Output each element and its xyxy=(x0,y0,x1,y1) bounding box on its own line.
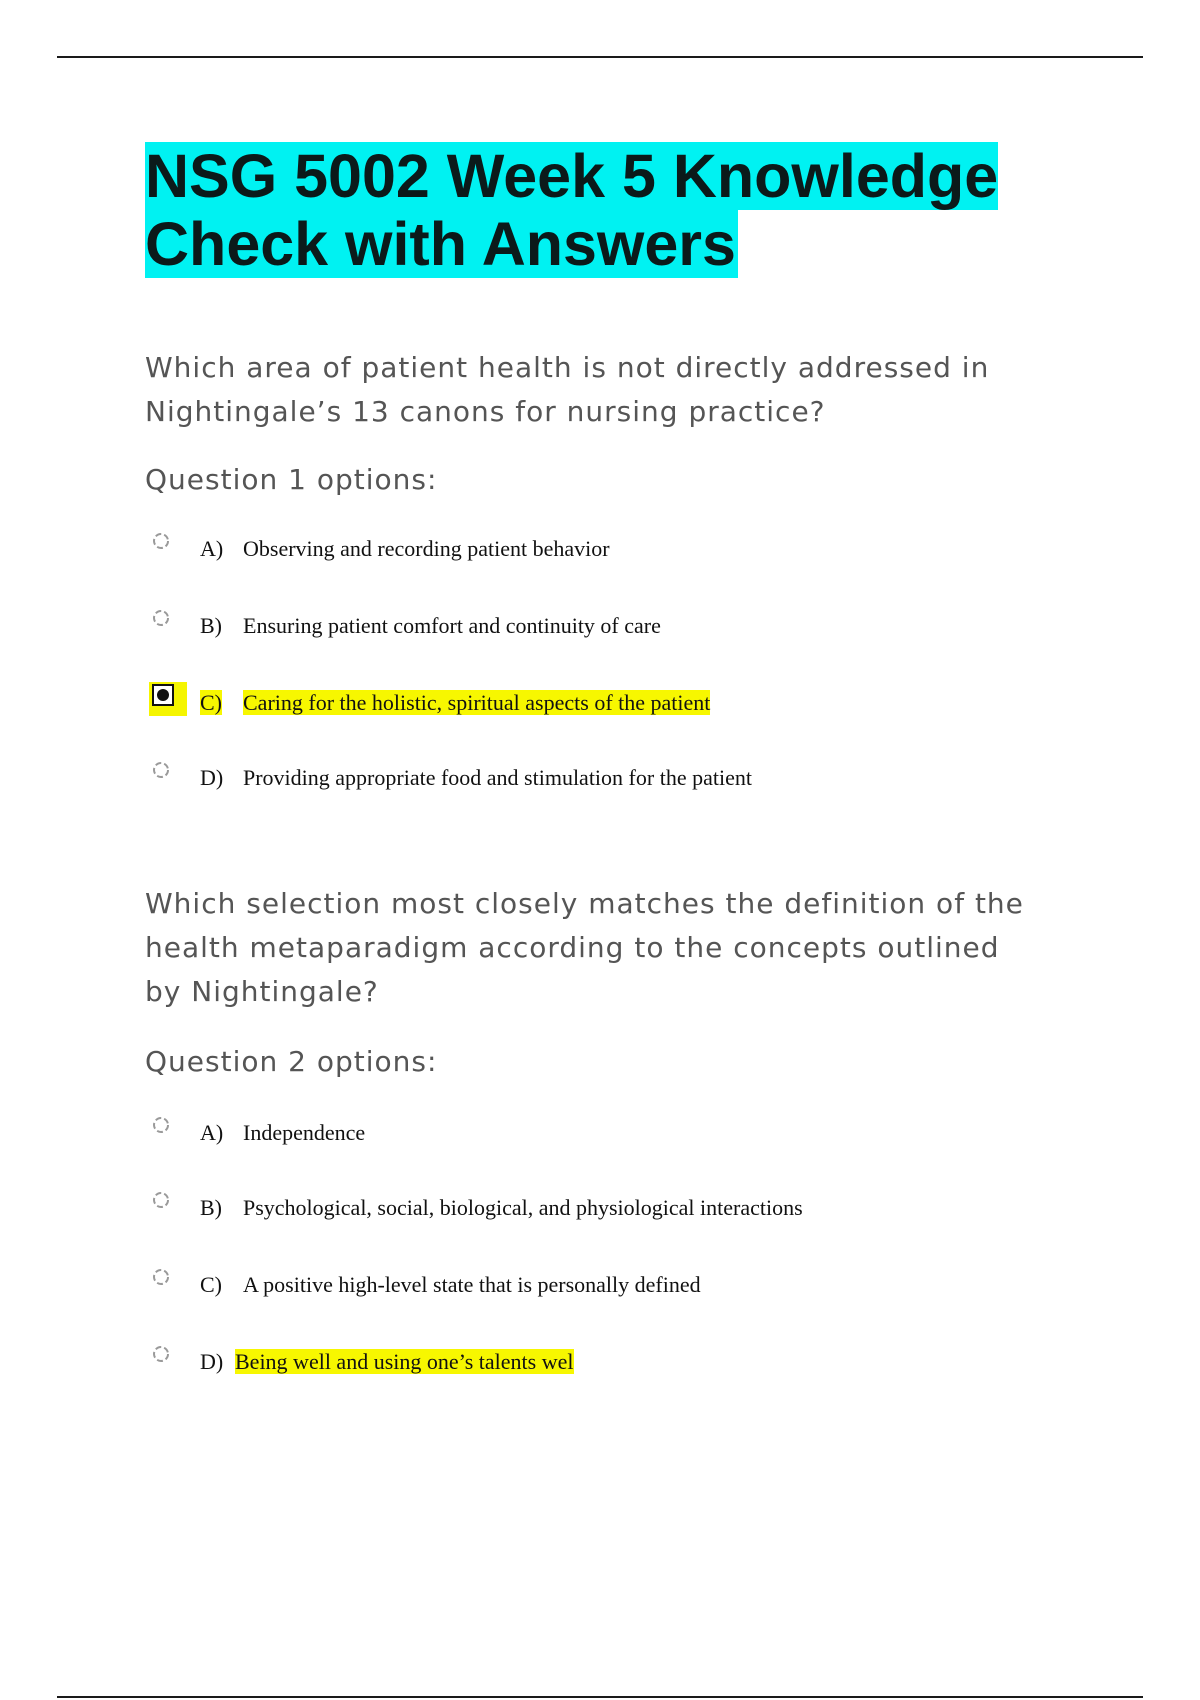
footer-rule xyxy=(57,1696,1143,1698)
option-text: Ensuring patient comfort and continuity of care xyxy=(243,613,661,638)
option-letter-highlight: C) xyxy=(200,690,222,715)
option-text xyxy=(235,1347,574,1377)
option-letter: A) xyxy=(200,536,224,561)
question-2-option-d[interactable] xyxy=(145,1343,1045,1383)
question-2-option-a[interactable] xyxy=(145,1114,1045,1154)
question-2-option-b[interactable] xyxy=(145,1189,1045,1229)
option-text: Providing appropriate food and stimulation for the patient xyxy=(243,765,752,790)
option-letter: B) xyxy=(200,1195,222,1220)
radio-button-icon[interactable] xyxy=(152,1191,170,1209)
question-2-option-c[interactable] xyxy=(145,1266,1045,1306)
page-title-text: NSG 5002 Week 5 Knowledge Check with Answers xyxy=(145,142,999,278)
option-letter: B) xyxy=(200,613,222,638)
option-text-highlight: Caring for the holistic, spiritual aspects of the patient xyxy=(243,690,711,715)
option-letter: D) xyxy=(200,765,224,790)
question-1-option-d[interactable] xyxy=(145,759,1045,799)
option-text: Observing and recording patient behavior xyxy=(243,536,610,561)
radio-button-icon[interactable] xyxy=(152,609,170,627)
radio-button-icon[interactable] xyxy=(152,1116,170,1134)
option-letter: A) xyxy=(200,1120,224,1145)
question-1-option-c[interactable] xyxy=(145,684,1045,724)
radio-button-icon[interactable] xyxy=(152,1345,170,1363)
header-rule xyxy=(57,56,1143,58)
question-1-option-a[interactable] xyxy=(145,530,1045,570)
option-text: Independence xyxy=(243,1120,366,1145)
option-text: Psychological, social, biological, and physiological interactions xyxy=(243,1195,803,1220)
radio-button-icon[interactable] xyxy=(152,532,170,550)
question-1-option-b[interactable] xyxy=(145,607,1045,647)
question-2-prompt: Which selection most closely matches the definition of the health metaparadigm according to the concepts outlined by Nightingale? xyxy=(145,887,1024,1008)
option-text: A positive high-level state that is personally defined xyxy=(243,1272,701,1297)
option-letter: C) xyxy=(200,1272,222,1297)
question-1-options-label: Question 1 options: xyxy=(145,463,438,496)
option-text-highlight: Being well and using one’s talents wel xyxy=(235,1349,574,1374)
option-letter xyxy=(200,688,222,718)
question-2-options-label: Question 2 options: xyxy=(145,1045,438,1078)
option-text xyxy=(243,688,710,718)
radio-button-icon[interactable] xyxy=(152,761,170,779)
option-letter: D) xyxy=(200,1349,224,1374)
radio-button-icon[interactable] xyxy=(152,1268,170,1286)
page-title xyxy=(145,142,1045,278)
question-1-prompt: Which area of patient health is not directly addressed in Nightingale’s 13 canons for nursing practice? xyxy=(145,351,990,428)
selected-radio-button-icon[interactable] xyxy=(152,684,170,702)
